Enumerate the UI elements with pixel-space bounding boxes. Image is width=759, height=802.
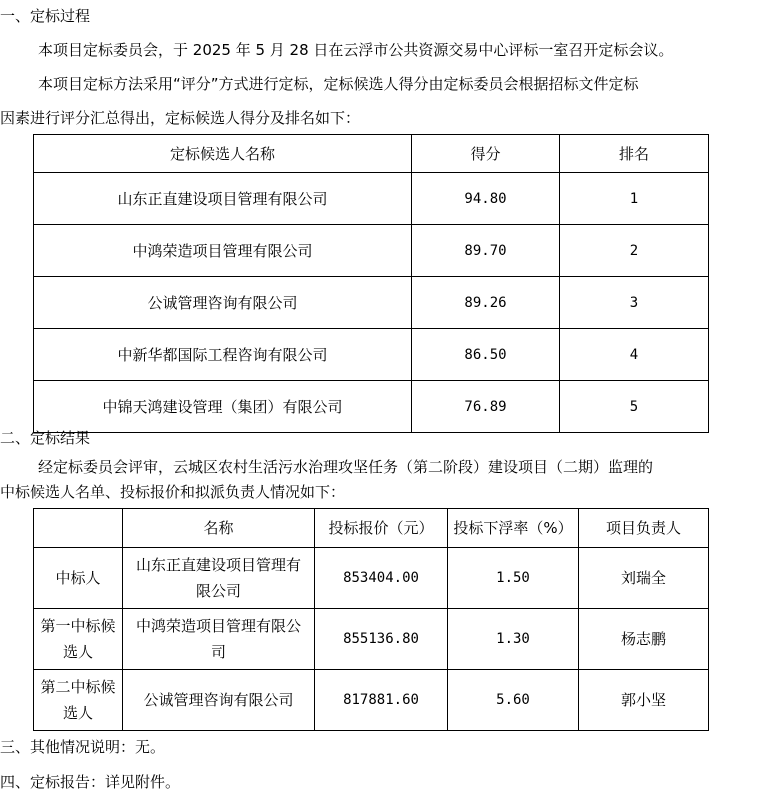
candidate-rank: 2 [560, 225, 709, 277]
result-table-header-row [34, 509, 709, 548]
ranking-table [33, 134, 709, 433]
table-row [34, 381, 709, 433]
ranking-header-name: 定标候选人名称 [34, 135, 412, 173]
table-row [34, 173, 709, 225]
bidder-manager: 刘瑞全 [579, 548, 709, 609]
table-row [34, 329, 709, 381]
table-row [34, 277, 709, 329]
result-table [33, 508, 709, 731]
candidate-score: 94.80 [412, 173, 560, 225]
candidate-score: 86.50 [412, 329, 560, 381]
candidate-name: 中锦天鸿建设管理（集团）有限公司 [34, 381, 412, 433]
result-header-role [34, 509, 123, 548]
candidate-rank: 5 [560, 381, 709, 433]
result-header-name: 名称 [123, 509, 315, 548]
section3-other-notes: 三、其他情况说明：无。 [0, 738, 166, 756]
bidder-role: 第一中标候选人 [34, 609, 123, 670]
bidder-name: 山东正直建设项目管理有限公司 [123, 548, 315, 609]
result-header-manager: 项目负责人 [579, 509, 709, 548]
candidate-name: 公诚管理咨询有限公司 [34, 277, 412, 329]
bidder-manager: 杨志鹏 [579, 609, 709, 670]
section2-heading: 二、定标结果 [0, 429, 91, 447]
result-header-rate: 投标下浮率（%） [448, 509, 579, 548]
table-row [34, 225, 709, 277]
bidder-rate: 1.30 [448, 609, 579, 670]
candidate-score: 76.89 [412, 381, 560, 433]
section1-heading: 一、定标过程 [0, 7, 91, 25]
table-row [34, 609, 709, 670]
ranking-header-score: 得分 [412, 135, 560, 173]
bidder-manager: 郭小坚 [579, 670, 709, 731]
bidder-role: 中标人 [34, 548, 123, 609]
section1-paragraph-meeting: 本项目定标委员会，于 2025 年 5 月 28 日在云浮市公共资源交易中心评标一室召开定标会议。 [38, 41, 674, 59]
bidder-price: 817881.60 [315, 670, 448, 731]
bidder-name: 公诚管理咨询有限公司 [123, 670, 315, 731]
section2-paragraph-line2: 中标候选人名单、投标报价和拟派负责人情况如下： [0, 483, 346, 501]
table-row [34, 548, 709, 609]
table-row [34, 670, 709, 731]
candidate-name: 中新华都国际工程咨询有限公司 [34, 329, 412, 381]
bidder-rate: 1.50 [448, 548, 579, 609]
candidate-rank: 4 [560, 329, 709, 381]
candidate-name: 中鸿荣造项目管理有限公司 [34, 225, 412, 277]
section1-paragraph-method-line2: 因素进行评分汇总得出，定标候选人得分及排名如下： [0, 109, 361, 127]
bidder-rate: 5.60 [448, 670, 579, 731]
section2-paragraph-line1: 经定标委员会评审，云城区农村生活污水治理攻坚任务（第二阶段）建设项目（二期）监理的 [38, 458, 654, 476]
bidder-role: 第二中标候选人 [34, 670, 123, 731]
result-header-price: 投标报价（元） [315, 509, 448, 548]
candidate-rank: 3 [560, 277, 709, 329]
candidate-score: 89.70 [412, 225, 560, 277]
section1-paragraph-method-line1: 本项目定标方法采用“评分”方式进行定标，定标候选人得分由定标委员会根据招标文件定标 [38, 75, 639, 93]
candidate-name: 山东正直建设项目管理有限公司 [34, 173, 412, 225]
candidate-score: 89.26 [412, 277, 560, 329]
ranking-header-rank: 排名 [560, 135, 709, 173]
section4-report: 四、定标报告：详见附件。 [0, 773, 181, 791]
bidder-name: 中鸿荣造项目管理有限公司 [123, 609, 315, 670]
bidder-price: 853404.00 [315, 548, 448, 609]
ranking-table-header-row [34, 135, 709, 173]
candidate-rank: 1 [560, 173, 709, 225]
bidder-price: 855136.80 [315, 609, 448, 670]
